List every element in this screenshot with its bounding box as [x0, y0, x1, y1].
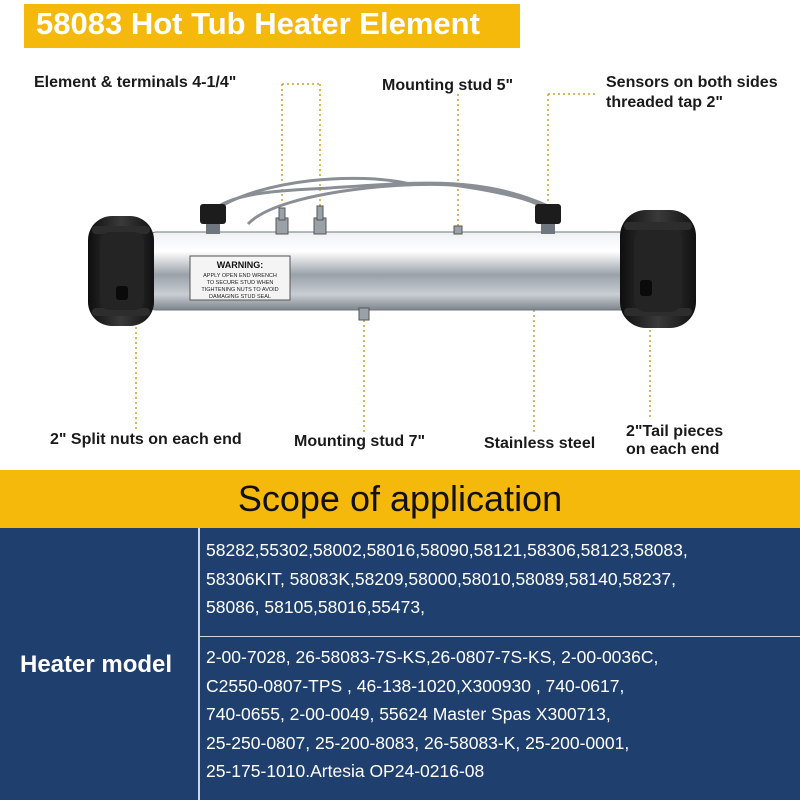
wires	[212, 178, 548, 224]
mounting-stud-top	[454, 226, 462, 234]
page-title: 58083 Hot Tub Heater Element	[36, 6, 480, 41]
sensor-right	[535, 204, 561, 234]
scope-title: Scope of application	[237, 478, 563, 519]
svg-text:TO SECURE STUD WHEN: TO SECURE STUD WHEN	[206, 280, 274, 286]
svg-text:DAMAGING STUD SEAL: DAMAGING STUD SEAL	[208, 294, 272, 300]
svg-text:APPLY OPEN END WRENCH: APPLY OPEN END WRENCH	[203, 273, 277, 279]
callout-tail-pieces-line1: 2"Tail pieces	[626, 423, 724, 440]
right-split-nut	[620, 210, 696, 328]
model-list-group-1	[206, 536, 796, 622]
model-line: 740-0655, 2-00-0049, 55624 Master Spas X300713,	[206, 704, 611, 724]
warning-sticker	[190, 256, 290, 300]
callout-mounting-stud-7: Mounting stud 7"	[294, 433, 426, 450]
svg-text:WARNING:: WARNING:	[216, 260, 264, 270]
sensor-left	[200, 204, 226, 234]
model-line: 58282,55302,58002,58016,58090,58121,58306,58123,58083,	[206, 540, 688, 560]
callout-stainless-steel: Stainless steel	[484, 435, 596, 452]
left-split-nut	[88, 216, 154, 326]
callout-sensors-line2: threaded tap 2"	[606, 94, 723, 111]
model-line: C2550-0807-TPS , 46-138-1020,X300930 , 740-0617,	[206, 675, 625, 696]
model-line: 25-250-0807, 25-200-8083, 26-58083-K, 25-200-0001,	[206, 732, 630, 753]
callout-split-nuts: 2" Split nuts on each end	[50, 431, 242, 448]
heater-model-label: Heater model	[20, 651, 173, 678]
model-line: 58306KIT, 58083K,58209,58000,58010,58089,58140,58237,	[206, 568, 677, 589]
model-list-group-2	[206, 643, 796, 786]
callout-sensors-line1: Sensors on both sides	[606, 74, 778, 91]
table-divider-vertical	[198, 528, 200, 800]
callout-tail-pieces-line2: on each end	[626, 441, 720, 458]
terminals	[276, 206, 326, 234]
table-divider-horizontal	[198, 636, 800, 637]
mounting-stud-bottom	[359, 308, 369, 320]
model-line: 2-00-7028, 26-58083-7S-KS,26-0807-7S-KS, 2-00-0036C,	[206, 647, 659, 667]
model-line: 58086, 58105,58016,55473,	[206, 597, 425, 617]
model-line: 25-175-1010.Artesia OP24-0216-08	[206, 761, 485, 781]
svg-text:TIGHTENING NUTS TO AVOID: TIGHTENING NUTS TO AVOID	[201, 287, 279, 293]
callout-mounting-stud-5: Mounting stud 5"	[382, 77, 514, 94]
callout-element-terminals: Element & terminals 4-1/4"	[34, 74, 237, 91]
